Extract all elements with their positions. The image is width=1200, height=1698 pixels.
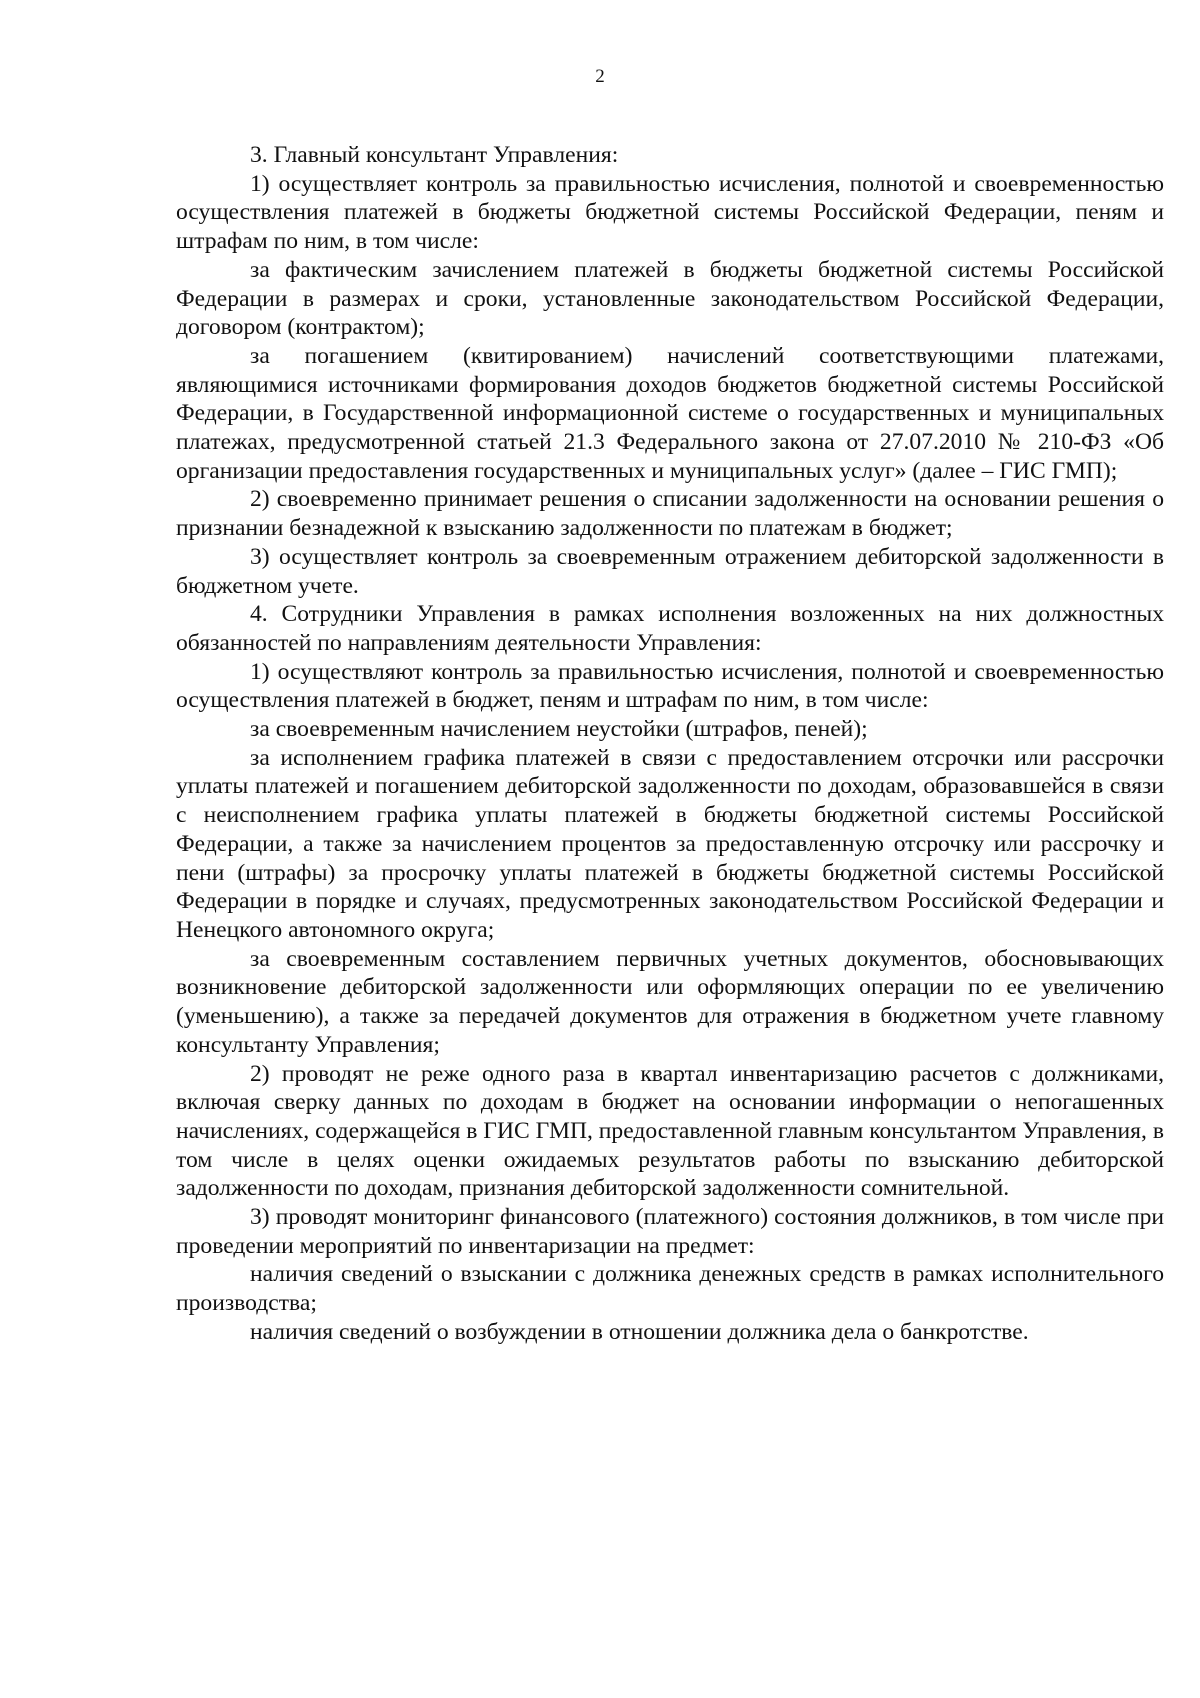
document-body <box>176 141 1164 1347</box>
paragraph: за фактическим зачислением платежей в бюджеты бюджетной системы Российской Федерации в размерах и сроки, установленные законодательством Российской Федерации, договором (контрактом); <box>176 256 1164 341</box>
paragraph: за своевременным начислением неустойки (штрафов, пеней); <box>250 716 868 743</box>
paragraph: 3) проводят мониторинг финансового (платежного) состояния должников, в том числе при проведении мероприятий по инвентаризации на предмет: <box>176 1204 1164 1259</box>
paragraph: 2) проводят не реже одного раза в квартал инвентаризацию расчетов с должниками, включая сверку данных по доходам в бюджет на основании информации о непогашенных начислениях, содержащейся в ГИС ГМП, предоставленной главным консультантом Управления, в том числе в целях оценки ожидаемых результатов работы по взысканию дебиторской задолженности по доходам, признания дебиторской задолженности сомнительной. <box>176 1060 1164 1202</box>
paragraph: за исполнением графика платежей в связи с предоставлением отсрочки или рассрочки уплаты платежей и погашением дебиторской задолженности по доходам, образовавшейся в связи с неисполнением графика уплаты платежей в бюджеты бюджетной системы Российской Федерации, а также за начислением процентов за предоставленную отсрочку или рассрочку и пени (штрафы) за просрочку уплаты платежей в бюджеты бюджетной системы Российской Федерации в порядке и случаях, предусмотренных законодательством Российской Федерации и Ненецкого автономного округа; <box>176 744 1164 943</box>
paragraph: 3) осуществляет контроль за своевременным отражением дебиторской задолженности в бюджетном учете. <box>176 543 1164 599</box>
paragraph: наличия сведений о взыскании с должника денежных средств в рамках исполнительного производства; <box>176 1261 1164 1317</box>
paragraph: 1) осуществляют контроль за правильностью исчисления, полнотой и своевременностью осуществления платежей в бюджет, пеням и штрафам по ним, в том числе: <box>176 658 1164 714</box>
paragraph: 3. Главный консультант Управления: <box>250 142 619 168</box>
paragraph: за погашением (квитированием) начислений соответствующими платежами, являющимися источниками формирования доходов бюджетов бюджетной системы Российской Федерации, в Государственной информационной системе о государственных и муниципальных платежах, предусмотренной статьей 21.3 Федерального закона от 27.07.2010 № 210-ФЗ «Об организации предоставления государственных и муниципальных услуг» (далее – ГИС ГМП); <box>176 342 1164 484</box>
paragraph: за своевременным составлением первичных учетных документов, обосновывающих возникновение дебиторской задолженности или оформляющих операции по ее увеличению (уменьшению), а также за передачей документов для отражения в бюджетном учете главному консультанту Управления; <box>176 945 1164 1058</box>
paragraph: 4. Сотрудники Управления в рамках исполнения возложенных на них должностных обязанностей по направлениям деятельности Управления: <box>176 601 1164 656</box>
paragraph: наличия сведений о возбуждении в отношении должника дела о банкротстве. <box>250 1318 1029 1345</box>
paragraph: 2) своевременно принимает решения о списании задолженности на основании решения о признании безнадежной к взысканию задолженности по платежам в бюджет; <box>176 486 1164 542</box>
page-number: 2 <box>595 66 605 87</box>
paragraph: 1) осуществляет контроль за правильностью исчисления, полнотой и своевременностью осуществления платежей в бюджеты бюджетной системы Российской Федерации, пеням и штрафам по ним, в том числе: <box>176 170 1164 255</box>
